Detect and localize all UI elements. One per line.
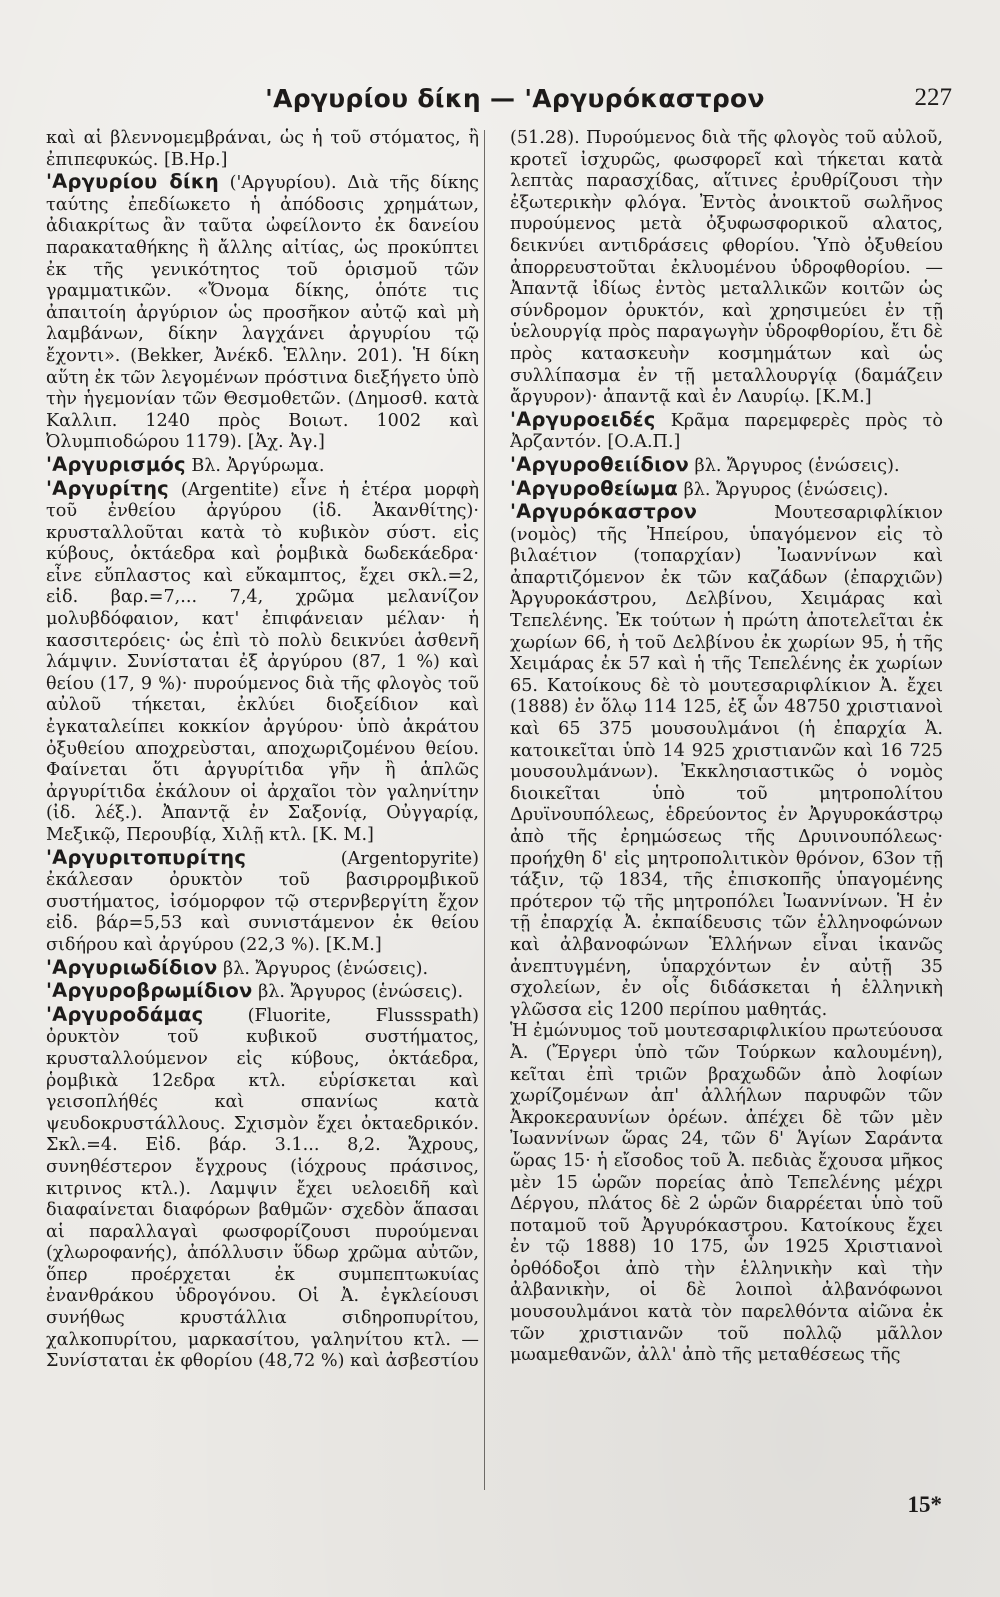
page-header (40, 84, 960, 124)
dictionary-entry (46, 454, 479, 478)
entry-headword: 'Αργυροβρωμίδιον (46, 979, 253, 1003)
dictionary-entry (46, 128, 479, 171)
entry-text: βλ. Ἄργυρος (ἑνώσεις). (683, 479, 889, 500)
dictionary-entry (510, 454, 943, 478)
dictionary-entry (46, 980, 479, 1004)
entry-headword: 'Αργυριτοπυρίτης (46, 845, 247, 869)
dictionary-entry (46, 478, 479, 847)
dictionary-entry (510, 501, 943, 1021)
entry-text: (Argentopyrite) ἐκάλεσαν ὀρυκτὸν τοῦ βασιρρομβικοῦ συστήματος, ἰσόμορφον τῷ στερνβεργίτη ἔχον εἰδ. βάρ=5,53 καὶ συνιστάμενον ἐκ θείου σιδήρου καὶ ἀργύρου (22,3 %). [Κ.Μ.] (46, 848, 479, 955)
dictionary-entry (510, 1021, 943, 1367)
entry-text: βλ. Ἄργυρος (ἑνώσεις). (694, 455, 900, 476)
dictionary-entry (46, 1004, 479, 1373)
entry-text: (Argentite) εἶνε ἡ ἑτέρα μορφὴ τοῦ ἐνθείου ἀργύρου (ἰδ. Ἀκανθίτης)· κρυσταλλοῦται κατὰ τὸ κυβικὸν σύστ. εἰς κύβους, ὀκτάεδρα καὶ ῥομβικὰ δωδεκάεδρα· εἶνε εὔπλαστος καὶ εὔκαμπτος, ἔχει σκλ.=2, εἰδ. βαρ.=7,... 7,4, χρῶμα μελανίζον μολυβδόφαιον, κατ' ἐπιφάνειαν μέλαν· ἡ κασσιτερόεις· ὡς ἐπὶ τὸ πολὺ δεικνύει ἀσθενῆ λάμψιν. Συνίσταται ἐξ ἀργύρου (87, 1 %) καὶ θείου (17, 9 %)· πυρούμενος διὰ τῆς φλογὸς τοῦ αὐλοῦ τήκεται, ἐκλύει διοξείδιον καὶ ἐγκαταλείπει κοκκίον ἀργύρου· ὑπὸ ἀκράτου ὀξυθείου αποχρεὺσται, αποχωριζομένου θείου. Φαίνεται ὅτι ἀργυρίτιδα γῆν ἢ ἁπλῶς ἀργυρίτιδα ἐκάλουν οἱ ἀρχαῖοι τὸν γαληνίτην (ἰδ. λέξ.). Ἀπαντᾷ ἐν Σαξονίᾳ, Οὐγγαρίᾳ, Μεξικῷ, Περουβίᾳ, Χιλῇ κτλ. [Κ. Μ.] (46, 479, 479, 845)
dictionary-entry (510, 478, 943, 502)
entry-text: βλ. Ἄργυρος (ἑνώσεις). (223, 958, 429, 979)
entry-text: βλ. Ἄργυρος (ἑνώσεις). (258, 982, 464, 1003)
entry-text: Βλ. Ἀργύρωμα. (191, 455, 325, 476)
entry-headword: 'Αργυρόκαστρον (510, 500, 698, 524)
dictionary-entry (46, 171, 479, 454)
dictionary-entry (46, 847, 479, 957)
entry-text: (51.28). Πυρούμενος διὰ τῆς φλογὸς τοῦ αὐλοῦ, κροτεῖ ἰσχυρῶς, φωσφορεῖ καὶ τήκεται κατὰ λεπτὰς παρασχίδας, αἵτινες ἐρυθρίζουσι τὴν ἐξωτερικὴν φλόγα. Ἐντὸς ἀνοικτοῦ σωλῆνος πυρούμενος μετὰ ὀξυφωσφορικοῦ αλατος, δεικνύει αντιδράσεις φθορίου. Ὑπὸ ὀξυθείου ἀπορρευστοῦται ἐκλυομένου ὑδροφθορίου. — Ἀπαντᾷ ἰδίως ἐντὸς μεταλλικῶν κοιτῶν ὡς σύνδρομον ὀρυκτόν, καὶ χρησιμεύει ἐν τῇ ὑελουργίᾳ πρὸς παραγωγὴν ὑδροφθορίου, ἔτι δὲ πρὸς κατασκευὴν κοσμημάτων καὶ ὡς συλλίπασμα ἐν τῇ μεταλλουργίᾳ (δαμάζειν ἄργυρον)· ἀπαντᾷ καὶ ἐν Λαυρίῳ. [Κ.Μ.] (510, 128, 943, 408)
entry-headword: 'Αργυροθειίδιον (510, 452, 689, 476)
page-number: 227 (914, 84, 952, 111)
dictionary-entry (510, 409, 943, 454)
entry-text: (Fluorite, Flussspath) ὀρυκτὸν τοῦ κυβικοῦ συστήματος, κρυσταλλούμενον εἰς κύβους, ὀκτάεδρα, ῥομβικὰ 12εδρα κτλ. εὑρίσκεται καὶ γεισοπλήθές καὶ σπανίως κατὰ ψευδοκρυστάλλους. Σχισμὸν ἔχει ὀκταεδρικόν. Σκλ.=4. Εἰδ. βάρ. 3.1... 8,2. Ἄχρους, συνηθέστερον ἔγχρους (ἰόχρους πράσινος, κιτρινος κτλ.). Λαμψιν ἔχει υελοειδῆ καὶ διαφαίνεται διαφόρων βαθμῶν· σχεδὸν ἅπασαι αἱ παραλλαγαὶ φωσφορίζουσι πυρούμεναι (χλωροφανής), ἀπόλλυσιν ὕδωρ χρῶμα αὐτῶν, ὅπερ προέρχεται ἐκ συμπεπτωκυίας ἐνανθράκου ὑδρογόνου. Οἱ Ἀ. ἐγκλείουσι συνήθως κρυστάλλια σιδηροπυρίτου, χαλκοπυρίτου, μαρκασίτου, γαληνίτου κτλ. — Συνίσταται ἐκ φθορίου (48,72 %) καὶ ἀσβεστίου (46, 1005, 479, 1372)
entry-headword: 'Αργυροθείωμα (510, 476, 678, 500)
entry-headword: 'Αργυρίου δίκη (46, 170, 219, 194)
entry-text: καὶ αἱ βλεννομεμβράναι, ὡς ἡ τοῦ στόματος, ἢ ἐπιπεφυκώς. [Β.Ηρ.] (46, 128, 479, 170)
entry-headword: 'Αργυρισμός (46, 452, 186, 476)
dictionary-entry (510, 128, 943, 409)
printer-signature: 15* (907, 1492, 942, 1517)
left-column (46, 128, 479, 1498)
dictionary-entry (46, 957, 479, 981)
entry-text: ('Αργυρίου). Διὰ τῆς δίκης ταύτης ἐπεδίωκετο ἡ ἀπόδοσις χρημάτων, ἀδιακρίτως ἂν ταῦτα ὠφείλοντο ἐκ δανείου παρακαταθήκης ἢ ἄλλης αἰτίας, ὡς προκύπτει ἐκ τῆς γενικότητος τοῦ ὁρισμοῦ τῶν γραμματικῶν. «Ὄνομα δίκης, ὁπότε τις ἀπαιτοίη ἀργύριον ὡς προσῆκον αὐτῷ καὶ μὴ λαμβάνων, δίκην λαγχάνει ἀργυρίου τῷ ἔχοντι». (Bekker, Ἀνέκδ. Ἑλλην. 201). Ἡ δίκη αὕτη ἐκ τῶν λεγομένων πρόστινα διεξήγετο ὑπὸ τὴν ἡγεμονίαν τῶν Θεσμοθετῶν. (Δημοσθ. κατὰ Καλλιπ. 1240 πρὸς Βοιωτ. 1002 καὶ Ὀλυμπιοδώρου 1179). [Ἀχ. Ἀγ.] (46, 173, 479, 453)
entry-headword: 'Αργυρίτης (46, 476, 169, 500)
entry-headword: 'Αργυριωδίδιον (46, 955, 218, 979)
running-head: 'Αργυρίου δίκη — 'Αργυρόκαστρον (265, 84, 765, 113)
right-column (510, 128, 943, 1498)
entry-text: Μουτεσαριφλίκιον (νομὸς) τῆς Ἠπείρου, ὑπαγόμενον εἰς τὸ βιλαέτιον (τοπαρχίαν) Ἰωαννίνων καὶ ἀπαρτιζόμενον ἐκ τῶν καζάδων (ἐπαρχιῶν) Ἀργυροκάστρου, Δελβίνου, Χειμάρας καὶ Τεπελένης. Ἐκ τούτων ἡ πρώτη ἀποτελεῖται ἐκ χωρίων 66, ἡ τοῦ Δελβίνου ἐκ χωρίων 95, ἡ τῆς Χειμάρας ἐκ 57 καὶ ἡ τῆς Τεπελένης ἐκ χωρίων 65. Κατοίκους δὲ τὸ μουτεσαριφλίκιον Ἀ. ἔχει (1888) ἐν ὅλῳ 114 125, ἐξ ὧν 48750 χριστιανοὶ καὶ 65 375 μουσουλμάνοι (ἡ ἐπαρχία Ἀ. κατοικεῖται ὑπὸ 14 925 χριστιανῶν καὶ 16 725 μουσουλμάνων). Ἐκκλησιαστικῶς ὁ νομὸς διοικεῖται ὑπὸ τοῦ μητροπολίτου Δρυϊνουπόλεως, ἑδρεύοντος ἐν Ἀργυροκάστρῳ ἀπὸ τῆς ἐρημώσεως τῆς Δρυινουπόλεως· προήχθη δ' εἰς μητροπολιτικὸν θρόνον, 63ον τῇ τάξιν, τῷ 1834, τῆς ἐπισκοπῆς ὑπαγομένης πρότερον τῷ τῆς μητροπόλει Ἰωαννίνων. Ἡ ἐν τῇ ἐπαρχίᾳ Ἀ. ἐκπαίδευσις τῶν ἑλληνοφώνων καὶ ἀλβανοφώνων Ἑλλήνων εἶναι ἱκανῶς ἀνεπτυγμένη, ὑπαρχόντων ἐν αὐτῇ 35 σχολείων, ἐν οἷς διδάσκεται ἡ ἑλληνικὴ γλῶσσα εἰς 1200 περίπου μαθητάς. (510, 503, 943, 1020)
column-divider (484, 130, 485, 1490)
entry-headword: 'Αργυροειδές (510, 407, 656, 431)
entry-headword: 'Αργυροδάμας (46, 1002, 204, 1026)
entry-text: Κρᾶμα παρεμφερὲς πρὸς τὸ Ἀρζαντόν. [Ο.Α.Π.] (510, 410, 943, 453)
entry-text: Ἡ ἐμώνυμος τοῦ μουτεσαριφλικίου πρωτεύουσα Ἀ. (Ἔργερι ὑπὸ τῶν Τούρκων καλουμένη), κεῖται ἐπὶ τριῶν βραχωδῶν ἀπὸ λοφίων χωρίζομένων ἀπ' ἀλλήλων παρυφῶν τῶν Ἀκροκεραυνίων ὀρέων. ἀπέχει δὲ τῶν μὲν Ἰωαννίνων ὥρας 24, τῶν δ' Ἁγίων Σαράντα ὥρας 15· ἡ εἴσοδος τοῦ Ἀ. πεδιὰς ἔχουσα μῆκος μὲν 15 ὡρῶν πορείας ἀπὸ Τεπελένης μέχρι Δέργου, πλάτος δὲ 2 ὡρῶν διαρρέεται ὑπὸ τοῦ ποταμοῦ τοῦ Ἀργυρόκαστρου. Κατοίκους ἔχει ἐν τῷ 1888) 10 175, ὧν 1925 Χριστιανοὶ ὀρθόδοξοι ἀπὸ τὴν ἑλληνικὴν καὶ τὴν ἀλβανικὴν, οἱ δὲ λοιποὶ ἀλβανόφωνοι μουσουλμάνοι κατὰ τὸν παρελθόντα αἰῶνα ἐκ τῶν χριστιανῶν τοῦ πολλῷ μᾶλλον μωαμεθανῶν, ἀλλ' ἀπὸ τῆς μεταθέσεως τῆς (510, 1021, 943, 1366)
